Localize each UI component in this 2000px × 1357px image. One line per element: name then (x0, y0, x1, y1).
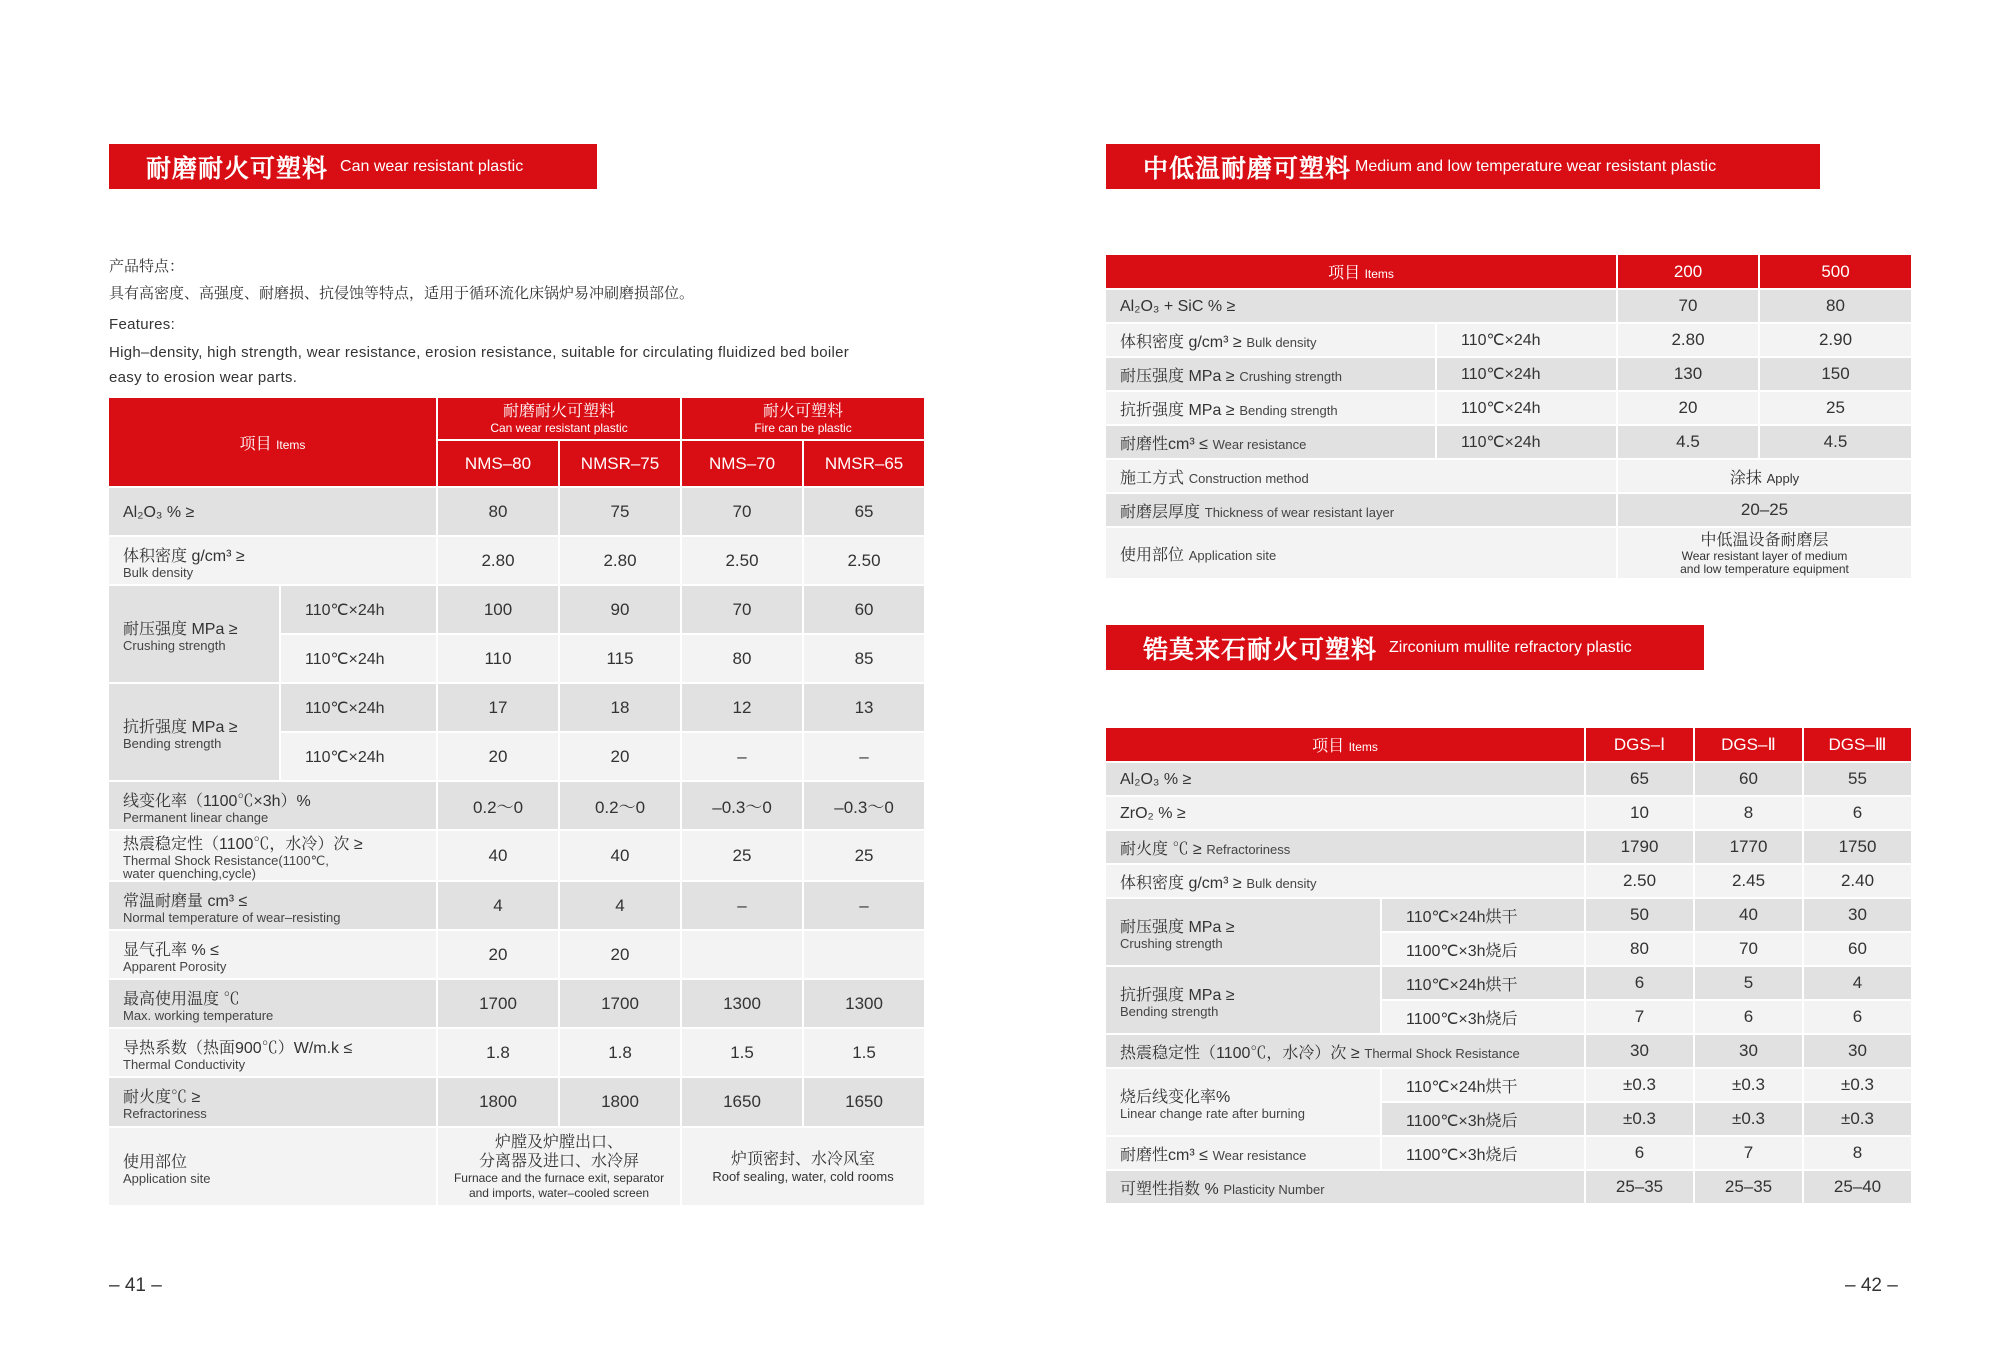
cell: 30 (1803, 898, 1912, 932)
col-header: DGS–Ⅱ (1694, 728, 1803, 762)
table-row (109, 1127, 925, 1206)
cell: 6 (1803, 1000, 1912, 1034)
cell: 1650 (681, 1077, 803, 1127)
condition-cell: 110℃×24h (280, 732, 437, 781)
cell: 80 (1585, 932, 1694, 966)
cell: 30 (1585, 1034, 1694, 1068)
cell: 0.2～0 (559, 781, 681, 830)
cell: 80 (681, 634, 803, 683)
cell: 2.40 (1803, 864, 1912, 898)
right-title1-cn: 中低温耐磨可塑料 (1143, 153, 1352, 183)
row-label: 耐火度 ℃ ≥ Refractoriness (1106, 830, 1585, 864)
cell: 80 (1759, 289, 1912, 323)
row-label: 体积密度 g/cm³ ≥ Bulk density (1106, 323, 1436, 357)
cell: ±0.3 (1694, 1102, 1803, 1136)
cell: 中低温设备耐磨层 Wear resistant layer of medium and low temperature equipment (1617, 527, 1912, 579)
group2-header: 耐火可塑料 Fire can be plastic (681, 398, 925, 440)
row-label: 抗折强度 MPa ≥ Bending strength (109, 683, 280, 781)
condition-cell: 1100℃×3h烧后 (1381, 1136, 1585, 1170)
cell: 90 (559, 585, 681, 634)
right-table-2 (1106, 728, 1913, 1205)
cell: 2.50 (681, 536, 803, 585)
row-label: 抗折强度 MPa ≥ Bending strength (1106, 966, 1381, 1034)
cell: –0.3～0 (803, 781, 925, 830)
features-en-line2: easy to erosion wear parts. (109, 369, 298, 386)
cell: 0.2～0 (437, 781, 559, 830)
cell: 4.5 (1617, 425, 1759, 459)
cell: 60 (1803, 932, 1912, 966)
left-title-bar (109, 144, 597, 189)
cell: 10 (1585, 796, 1694, 830)
right-table-1 (1106, 255, 1913, 580)
cell: 20 (437, 930, 559, 979)
cell: 涂抹 Apply (1617, 459, 1912, 493)
cell: 7 (1694, 1136, 1803, 1170)
cell: 70 (1694, 932, 1803, 966)
cell: 20 (437, 732, 559, 781)
cell: 18 (559, 683, 681, 732)
table-row (1106, 1034, 1912, 1068)
cell: 4 (559, 881, 681, 930)
table-row (1106, 796, 1912, 830)
row-label: 热震稳定性（1100℃，水冷）次 ≥ Thermal Shock Resistance (1106, 1034, 1585, 1068)
right-title-bar-2 (1106, 625, 1704, 670)
row-label: 使用部位 Application site (109, 1127, 437, 1206)
condition-cell: 110℃×24h烘干 (1381, 1068, 1585, 1102)
row-label: 使用部位 Application site (1106, 527, 1617, 579)
cell: 70 (681, 585, 803, 634)
cell: 30 (1803, 1034, 1912, 1068)
cell: 12 (681, 683, 803, 732)
cell: 6 (1585, 966, 1694, 1000)
table-row (1106, 966, 1912, 1000)
cell: 110 (437, 634, 559, 683)
left-title-en: Can wear resistant plastic (340, 157, 524, 175)
cell: 100 (437, 585, 559, 634)
cell: 20 (559, 732, 681, 781)
row-label: 显气孔率 % ≤ Apparent Porosity (109, 930, 437, 979)
features-block (109, 254, 919, 390)
cell: 40 (559, 830, 681, 881)
col-header: NMS–80 (437, 440, 559, 487)
table-row (1106, 1170, 1912, 1204)
row-label: 耐磨性cm³ ≤ Wear resistance (1106, 1136, 1381, 1170)
left-properties-table (109, 398, 926, 1207)
cell: 5 (1694, 966, 1803, 1000)
cell: 1.8 (559, 1028, 681, 1077)
row-label: Al₂O₃ % ≥ (109, 487, 437, 536)
col-header: DGS–Ⅰ (1585, 728, 1694, 762)
cell: 6 (1585, 1136, 1694, 1170)
cell: 85 (803, 634, 925, 683)
table-row (109, 487, 925, 536)
condition-cell: 110℃×24h烘干 (1381, 966, 1585, 1000)
cell: 55 (1803, 762, 1912, 796)
cell: 2.50 (803, 536, 925, 585)
condition-cell: 110℃×24h烘干 (1381, 898, 1585, 932)
condition-cell: 110℃×24h (280, 634, 437, 683)
condition-cell: 1100℃×3h烧后 (1381, 1102, 1585, 1136)
table-row (1106, 1136, 1912, 1170)
cell: 25 (803, 830, 925, 881)
cell: 1700 (559, 979, 681, 1028)
cell: 1800 (437, 1077, 559, 1127)
cell: 65 (1585, 762, 1694, 796)
cell: – (681, 732, 803, 781)
cell: 60 (1694, 762, 1803, 796)
row-label: Al₂O₃ + SiC % ≥ (1106, 289, 1617, 323)
application-cell: 炉顶密封、水冷风室 Roof sealing, water, cold rooms (681, 1127, 925, 1206)
cell: 7 (1585, 1000, 1694, 1034)
table-row (109, 830, 925, 881)
table-row (1106, 762, 1912, 796)
col-header: NMS–70 (681, 440, 803, 487)
condition-cell: 110℃×24h (280, 585, 437, 634)
application-cell: 炉膛及炉膛出口、 分离器及进口、水冷屏 Furnace and the furnace exit, separator and imports, water–cooled screen (437, 1127, 681, 1206)
cell: 4 (437, 881, 559, 930)
cell: 2.50 (1585, 864, 1694, 898)
cell: 17 (437, 683, 559, 732)
cell: 25–35 (1694, 1170, 1803, 1204)
col-header: DGS–Ⅲ (1803, 728, 1912, 762)
right-page (1000, 0, 2000, 1357)
table-row (1106, 864, 1912, 898)
cell: –0.3～0 (681, 781, 803, 830)
cell: 1770 (1694, 830, 1803, 864)
row-label: 施工方式 Construction method (1106, 459, 1617, 493)
condition-cell: 110℃×24h (1436, 323, 1617, 357)
row-label: 可塑性指数 % Plasticity Number (1106, 1170, 1585, 1204)
cell: 130 (1617, 357, 1759, 391)
table-row (109, 585, 925, 634)
right-title1-en: Medium and low temperature wear resistant plastic (1355, 157, 1717, 175)
right-title-bar-1 (1106, 144, 1820, 189)
table-row (1106, 830, 1912, 864)
row-label: 体积密度 g/cm³ ≥ Bulk density (109, 536, 437, 585)
row-label: 耐压强度 MPa ≥ Crushing strength (109, 585, 280, 683)
features-en-line1: High–density, high strength, wear resistance, erosion resistance, suitable for circulating fluidized bed boiler (109, 344, 850, 361)
table-row (1106, 391, 1912, 425)
cell: 80 (437, 487, 559, 536)
row-label: 耐火度℃ ≥ Refractoriness (109, 1077, 437, 1127)
cell: 1800 (559, 1077, 681, 1127)
col-header: NMSR–65 (803, 440, 925, 487)
condition-cell: 1100℃×3h烧后 (1381, 1000, 1585, 1034)
cell: 75 (559, 487, 681, 536)
condition-cell: 110℃×24h (1436, 425, 1617, 459)
cell: 1.5 (681, 1028, 803, 1077)
table-row (1106, 898, 1912, 932)
items-header: 项目 Items (1106, 728, 1585, 762)
cell: 6 (1694, 1000, 1803, 1034)
table-row (1106, 1068, 1912, 1102)
row-label: 最高使用温度 ℃ Max. working temperature (109, 979, 437, 1028)
cell: 60 (803, 585, 925, 634)
table-row (1106, 357, 1912, 391)
cell: 40 (437, 830, 559, 881)
cell: 2.45 (1694, 864, 1803, 898)
cell: 20 (1617, 391, 1759, 425)
table-row (1106, 425, 1912, 459)
table-row (1106, 289, 1912, 323)
cell: – (803, 732, 925, 781)
cell: 8 (1694, 796, 1803, 830)
items-header: 项目 Items (1106, 255, 1617, 289)
cell: 1790 (1585, 830, 1694, 864)
cell: ±0.3 (1803, 1068, 1912, 1102)
features-cn-text: 具有高密度、高强度、耐磨损、抗侵蚀等特点，适用于循环流化床锅炉易冲刷磨损部位。 (109, 284, 695, 302)
table-row (109, 781, 925, 830)
cell: – (803, 881, 925, 930)
row-label: 线变化率（1100℃×3h）% Permanent linear change (109, 781, 437, 830)
col-header: 200 (1617, 255, 1759, 289)
cell: 25–35 (1585, 1170, 1694, 1204)
cell: 70 (681, 487, 803, 536)
page-number-right: – 42 – (1845, 1275, 1898, 1296)
cell: 4.5 (1759, 425, 1912, 459)
row-label: 烧后线变化率% Linear change rate after burning (1106, 1068, 1381, 1136)
cell: 25 (1759, 391, 1912, 425)
cell: 1300 (803, 979, 925, 1028)
table-row (1106, 527, 1912, 579)
features-cn-label: 产品特点： (109, 257, 185, 275)
row-label: Al₂O₃ % ≥ (1106, 762, 1585, 796)
cell: 2.80 (437, 536, 559, 585)
right-title2-en: Zirconium mullite refractory plastic (1389, 638, 1632, 656)
cell: ±0.3 (1694, 1068, 1803, 1102)
cell: 150 (1759, 357, 1912, 391)
table-row (109, 1077, 925, 1127)
items-header: 项目 Items (109, 398, 437, 487)
col-header: NMSR–75 (559, 440, 681, 487)
row-label: ZrO₂ % ≥ (1106, 796, 1585, 830)
row-label: 耐磨性cm³ ≤ Wear resistance (1106, 425, 1436, 459)
cell: 2.90 (1759, 323, 1912, 357)
condition-cell: 110℃×24h (280, 683, 437, 732)
cell: 1650 (803, 1077, 925, 1127)
row-label: 耐磨层厚度 Thickness of wear resistant layer (1106, 493, 1617, 527)
row-label: 体积密度 g/cm³ ≥ Bulk density (1106, 864, 1585, 898)
row-label: 抗折强度 MPa ≥ Bending strength (1106, 391, 1436, 425)
cell (681, 930, 803, 979)
condition-cell: 1100℃×3h烧后 (1381, 932, 1585, 966)
row-label: 耐压强度 MPa ≥ Crushing strength (1106, 898, 1381, 966)
cell: 65 (803, 487, 925, 536)
table-row (109, 979, 925, 1028)
cell: 2.80 (559, 536, 681, 585)
cell: 6 (1803, 796, 1912, 830)
cell (803, 930, 925, 979)
row-label: 热震稳定性（1100℃，水冷）次 ≥ Thermal Shock Resistance(1100℃, water quenching,cycle) (109, 830, 437, 881)
table-row (109, 536, 925, 585)
cell: 1750 (1803, 830, 1912, 864)
cell: 8 (1803, 1136, 1912, 1170)
cell: 25–40 (1803, 1170, 1912, 1204)
cell: 2.80 (1617, 323, 1759, 357)
right-title2-cn: 锆莫来石耐火可塑料 (1143, 634, 1378, 664)
cell: 30 (1694, 1034, 1803, 1068)
cell: 40 (1694, 898, 1803, 932)
cell: 20 (559, 930, 681, 979)
features-en-label: Features: (109, 316, 176, 333)
cell: – (681, 881, 803, 930)
cell: 1300 (681, 979, 803, 1028)
cell: 70 (1617, 289, 1759, 323)
cell: 13 (803, 683, 925, 732)
page-number-left: – 41 – (109, 1275, 162, 1296)
table-row (1106, 493, 1912, 527)
cell: ±0.3 (1585, 1068, 1694, 1102)
row-label: 导热系数（热面900℃）W/m.k ≤ Thermal Conductivity (109, 1028, 437, 1077)
group1-header: 耐磨耐火可塑料 Can wear resistant plastic (437, 398, 681, 440)
row-label: 常温耐磨量 cm³ ≤ Normal temperature of wear–resisting (109, 881, 437, 930)
cell: 115 (559, 634, 681, 683)
cell: 25 (681, 830, 803, 881)
cell: ±0.3 (1803, 1102, 1912, 1136)
condition-cell: 110℃×24h (1436, 391, 1617, 425)
table-row (109, 683, 925, 732)
left-title-cn: 耐磨耐火可塑料 (146, 153, 329, 183)
cell: 1.8 (437, 1028, 559, 1077)
table-row (109, 930, 925, 979)
cell: 4 (1803, 966, 1912, 1000)
cell: 50 (1585, 898, 1694, 932)
cell: 1700 (437, 979, 559, 1028)
table-row (109, 1028, 925, 1077)
table-row (1106, 459, 1912, 493)
condition-cell: 110℃×24h (1436, 357, 1617, 391)
cell: ±0.3 (1585, 1102, 1694, 1136)
row-label: 耐压强度 MPa ≥ Crushing strength (1106, 357, 1436, 391)
cell: 20–25 (1617, 493, 1912, 527)
table-row (109, 881, 925, 930)
cell: 1.5 (803, 1028, 925, 1077)
table-row (1106, 323, 1912, 357)
col-header: 500 (1759, 255, 1912, 289)
